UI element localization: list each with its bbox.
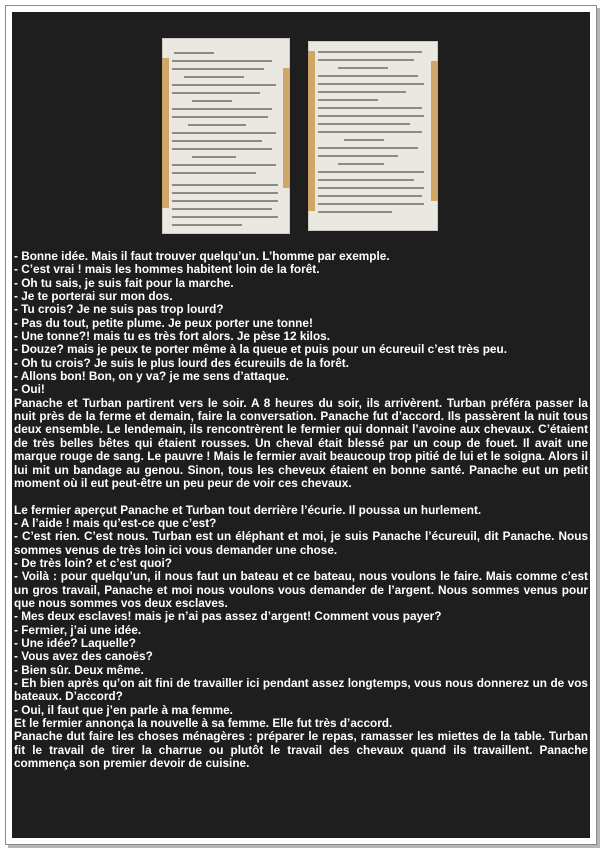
dialogue-line: - Oh tu crois? Je suis le plus lourd des écureuils de la forêt. — [14, 355, 349, 370]
dialogue-line: - Bonne idée. Mais il faut trouver quelqu’un. L’homme par exemple. — [14, 249, 390, 263]
dialogue-line: - Pas du tout, petite plume. Je peux porter une tonne! — [14, 315, 313, 330]
narration-paragraph: Panache et Turban partirent vers le soir. A 8 heures du soir, ils arrivèrent. Turban préféra passer la nuit près de la ferme et demain, faire la conversation. Panache fut d’accord. Ils passèrent la nuit tous deux ensemble. Le lendemain, ils rencontrèrent le fermier qui donnait l’avoine aux chevaux. C’étaient de très belles bêtes qui étaient rousses. Un cheval était blessé par un coup de fouet. Il avait une marque rouge de sang. Le pauvre ! Mais le fermier avait beaucoup trop pitié de lui et le soigna. Alors il lui mit un bandage au genou. Sinon, tous les cheveux étaient en bonne santé. Panache eut un petit moment où il eut peut-être un peu peur de voir ces chevaux. — [14, 395, 588, 490]
dialogue-line: - Fermier, j’ai une idée. — [14, 622, 142, 637]
story-text — [14, 250, 588, 770]
dialogue-line: - C’est vrai ! mais les hommes habitent loin de la forêt. — [14, 262, 320, 277]
dialogue-line: - Tu crois? Je ne suis pas trop lourd? — [14, 302, 224, 317]
dialogue-line: - Je te porterai sur mon dos. — [14, 289, 173, 304]
dialogue-line: - Mes deux esclaves! mais je n’ai pas assez d’argent! Comment vous payer? — [14, 609, 442, 624]
dialogue-line: - De très loin? et c’est quoi? — [14, 555, 172, 570]
dialogue-line: - A l’aide ! mais qu’est-ce que c’est? — [14, 515, 217, 530]
scanned-manuscript-image — [162, 38, 452, 238]
dialogue-line: - Vous avez des canoës? — [14, 649, 153, 664]
dialogue-line: - Oui! — [14, 382, 45, 397]
dialogue-line: - Allons bon! Bon, on y va? je me sens d’attaque. — [14, 369, 289, 384]
blank-line — [14, 490, 588, 503]
dialogue-line: - Oui, il faut que j’en parle à ma femme. — [14, 702, 233, 717]
dialogue-line: - Voilà : pour quelqu’un, il nous faut un bateau et ce bateau, nous voulons le faire. Mais comme c’est un gros travail, Panache et moi nous voulons vous demander de l’argent. Nous sommes venus pour que nous sommes vos deux esclaves. — [14, 569, 588, 610]
narration-paragraph: Panache dut faire les choses ménagères : préparer le repas, ramasser les miettes de la table. Turban fit le travail de tirer la charrue ou plutôt le travail des chevaux quand ils travaillent. Panache commença son premier devoir de cuisine. — [14, 729, 588, 771]
content-panel — [12, 12, 590, 838]
dialogue-line: - Une idée? Laquelle? — [14, 635, 136, 650]
narration-paragraph: Et le fermier annonça la nouvelle à sa femme. Elle fut très d’accord. — [14, 716, 393, 731]
manuscript-page-left — [162, 38, 290, 234]
dialogue-line: - Une tonne?! mais tu es très fort alors. Je pèse 12 kilos. — [14, 329, 330, 344]
narration-paragraph: Le fermier aperçut Panache et Turban tout derrière l’écurie. Il poussa un hurlement. — [14, 502, 482, 517]
page-frame — [5, 5, 597, 845]
dialogue-line: - Bien sûr. Deux même. — [14, 662, 144, 677]
dialogue-line: - Eh bien après qu’on ait fini de travailler ici pendant assez longtemps, vous nous donnerez un de vos bateaux. D’accord? — [14, 676, 588, 704]
dialogue-line: - C’est rien. C’est nous. Turban est un éléphant et moi, je suis Panache l’écureuil, dit Panache. Nous sommes venus de très loin ici vous demander une chose. — [14, 529, 588, 557]
dialogue-line: - Douze? mais je peux te porter même à la queue et puis pour un écureuil c’est très peu. — [14, 342, 507, 357]
dialogue-line: - Oh tu sais, je suis fait pour la marche. — [14, 275, 234, 290]
manuscript-page-right — [308, 41, 438, 231]
